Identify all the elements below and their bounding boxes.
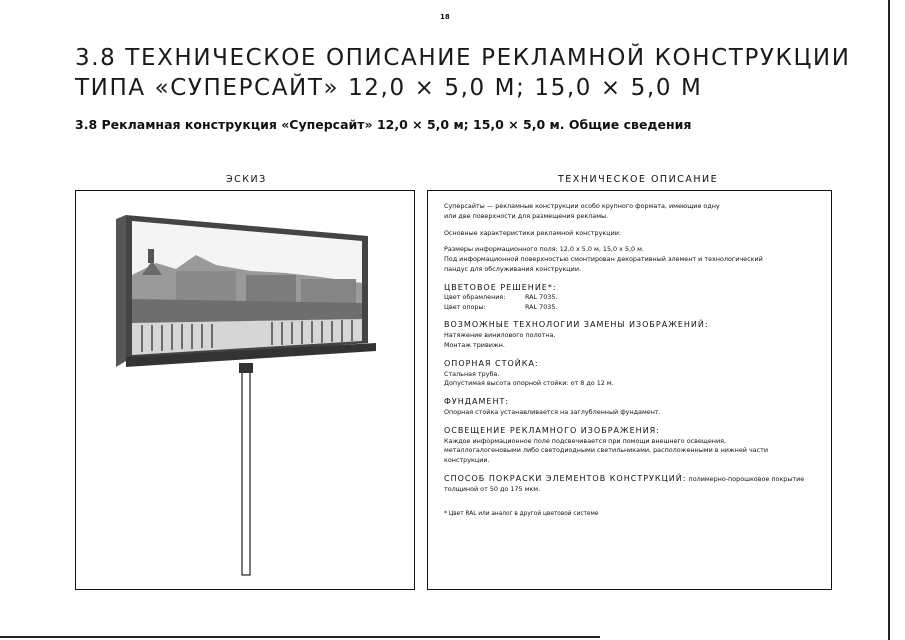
support-color-label: Цвет опоры: <box>444 302 486 311</box>
description-heading: ТЕХНИЧЕСКОЕ ОПИСАНИЕ <box>558 174 719 185</box>
sizes-line-3: пандус для обслуживания конструкции. <box>444 264 581 273</box>
supersite-billboard-illustration <box>76 191 413 588</box>
intro-line-1: Суперсайты — рекламные конструкции особо крупного формата, имеющие одну <box>444 202 720 210</box>
footnote: * Цвет RAL или аналог в другой цветовой системе <box>444 510 599 517</box>
description-panel <box>427 190 832 590</box>
page-title-line-1: 3.8 ТЕХНИЧЕСКОЕ ОПИСАНИЕ РЕКЛАМНОЙ КОНСТРУКЦИИ <box>75 45 851 71</box>
lighting-section-title: ОСВЕЩЕНИЕ РЕКЛАМНОГО ИЗОБРАЖЕНИЯ: <box>444 425 660 435</box>
lighting-line-1: Каждое информационное поле подсвечивается при помощи внешнего освещения, <box>444 436 727 445</box>
frame-color-value: RAL 7035. <box>525 292 558 301</box>
intro-line-2: или две поверхности для размещения рекламы. <box>444 211 609 220</box>
tech-line-1: Натяжение винилового полотна. <box>444 331 556 340</box>
sketch-panel <box>75 190 415 590</box>
frame-color-label: Цвет обрамления: <box>444 292 506 301</box>
description-body <box>444 202 818 519</box>
lighting-section <box>444 425 818 466</box>
support-color-row <box>444 303 818 313</box>
painting-section <box>444 473 818 495</box>
lighting-line-2: металлогалогеновыми либо светодиодными светильниками, расположенными в нижней части <box>444 446 769 455</box>
page-title <box>75 43 851 103</box>
painting-text-1: полимерно-порошковое покрытие <box>688 474 805 483</box>
support-section <box>444 358 818 389</box>
intro-paragraph <box>444 202 818 222</box>
color-section <box>444 282 818 313</box>
support-color-value: RAL 7035. <box>525 302 558 311</box>
sizes-line-1: Размеры информационного поля: 12,0 х 5,0 м, 15,0 х 5,0 м. <box>444 245 645 254</box>
page-number: 18 <box>440 13 450 21</box>
support-line-2: Допустимая высота опорной стойки: от 8 до 12 м. <box>444 379 614 388</box>
tech-line-2: Монтаж тривижн. <box>444 340 505 349</box>
main-features-heading: Основные характеристики рекламной конструкции: <box>444 228 622 237</box>
page-edge-right <box>888 0 890 640</box>
lighting-line-3: конструкции. <box>444 456 490 465</box>
sizes-line-2: Под информационной поверхностью смонтирован декоративный элемент и технологический <box>444 255 763 264</box>
tech-section <box>444 319 818 350</box>
page-edge-bottom <box>0 636 600 638</box>
frame-color-row <box>444 293 818 303</box>
foundation-line-1: Опорная стойка устанавливается на заглубленный фундамент. <box>444 407 661 416</box>
support-section-title: ОПОРНАЯ СТОЙКА: <box>444 358 539 368</box>
foundation-section <box>444 396 818 418</box>
foundation-section-title: ФУНДАМЕНТ: <box>444 397 510 407</box>
sizes-paragraph <box>444 245 818 274</box>
section-subtitle: 3.8 Рекламная конструкция «Суперсайт» 12,0 × 5,0 м; 15,0 × 5,0 м. Общие сведения <box>75 117 692 132</box>
painting-text-2: толщиной от 50 до 175 мкм. <box>444 484 541 493</box>
painting-section-title: СПОСОБ ПОКРАСКИ ЭЛЕМЕНТОВ КОНСТРУКЦИЙ: <box>444 473 687 483</box>
tech-section-title: ВОЗМОЖНЫЕ ТЕХНОЛОГИИ ЗАМЕНЫ ИЗОБРАЖЕНИЙ: <box>444 320 709 330</box>
color-section-title: ЦВЕТОВОЕ РЕШЕНИЕ*: <box>444 282 557 292</box>
support-line-1: Стальная труба. <box>444 369 500 378</box>
page-title-line-2: ТИПА «СУПЕРСАЙТ» 12,0 × 5,0 М; 15,0 × 5,0 М <box>75 75 703 101</box>
sketch-heading: ЭСКИЗ <box>226 174 267 185</box>
